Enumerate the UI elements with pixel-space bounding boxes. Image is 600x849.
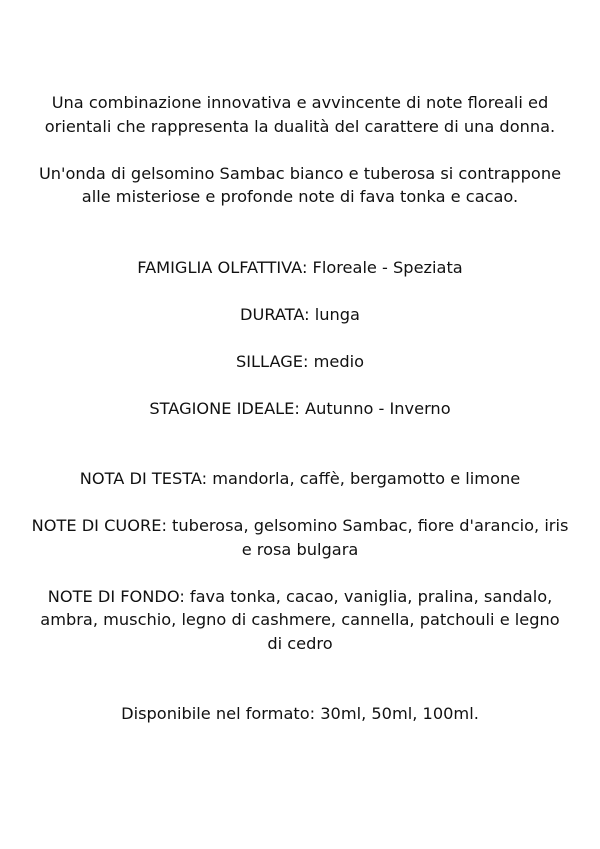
text-line: NOTE DI FONDO: fava tonka, cacao, vaniglia, pralina, sandalo, <box>47 586 553 606</box>
text-line: Un'onda di gelsomino Sambac bianco e tuberosa si contrappone <box>38 163 562 183</box>
olfactory-family: FAMIGLIA OLFATTIVA: Floreale - Speziata <box>137 257 463 277</box>
text-line: orientali che rappresenta la dualità del carattere di una donna. <box>44 116 556 136</box>
text-line: ambra, muschio, legno di cashmere, cannella, patchouli e legno <box>40 610 560 629</box>
text-line: NOTE DI CUORE: tuberosa, gelsomino Sambac, fiore d'arancio, iris <box>31 516 569 535</box>
top-notes <box>8 467 592 491</box>
ideal-season: STAGIONE IDEALE: Autunno - Inverno <box>149 398 451 418</box>
duration: DURATA: lunga <box>240 304 360 324</box>
sillage: SILLAGE: medio <box>235 351 365 371</box>
text-line: alle misteriose e profonde note di fava tonka e cacao. <box>81 187 519 206</box>
intro-paragraph-1 <box>8 91 592 138</box>
base-notes <box>8 585 592 656</box>
text-line: Una combinazione innovativa e avvincente di note floreali ed <box>51 93 549 112</box>
text-line: e rosa bulgara <box>241 539 359 559</box>
intro-paragraph-2 <box>8 162 592 209</box>
text-line: NOTA DI TESTA: mandorla, caffè, bergamotto e limone <box>79 469 521 488</box>
availability: Disponibile nel formato: 30ml, 50ml, 100ml. <box>121 704 479 723</box>
text-line: di cedro <box>267 633 333 653</box>
heart-notes <box>8 514 592 561</box>
